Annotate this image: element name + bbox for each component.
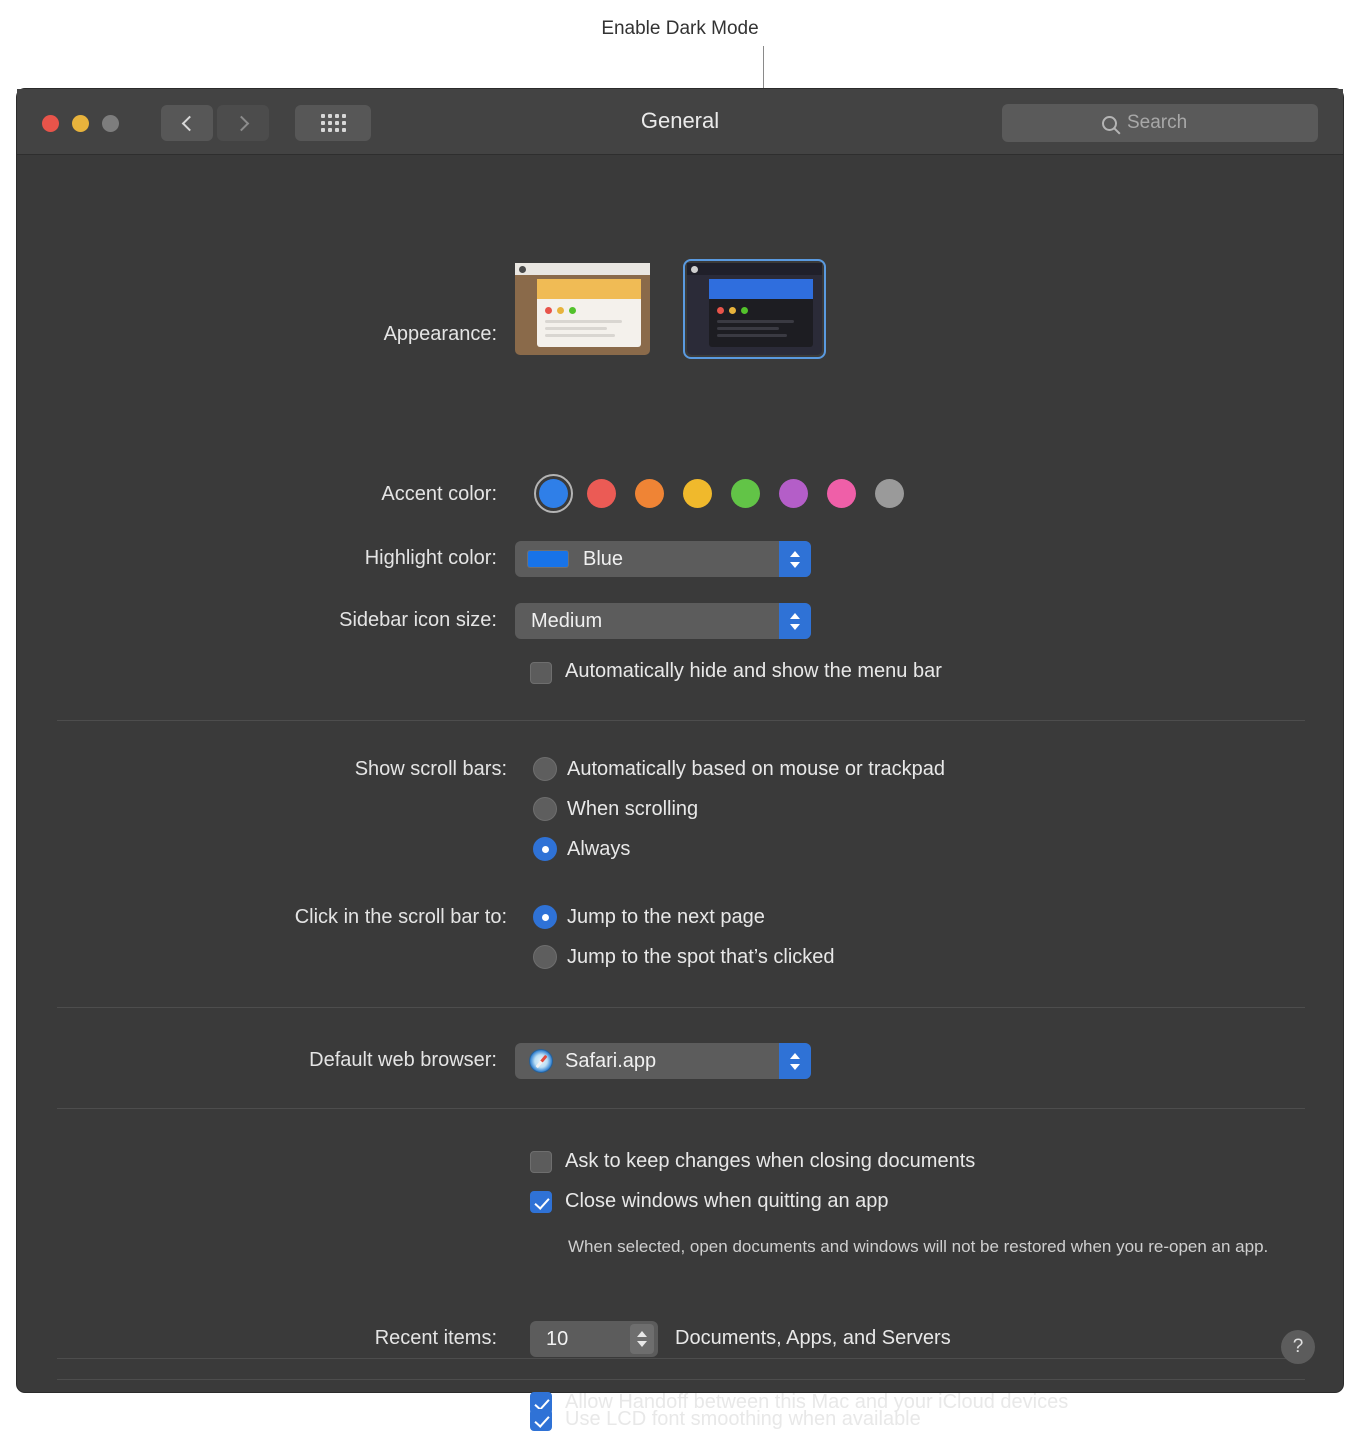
highlight-color-popup[interactable] [515, 541, 811, 577]
search-icon [1102, 116, 1117, 131]
thumb-traffic-lights [537, 299, 641, 314]
auto-hide-menu-bar-checkbox[interactable] [530, 662, 552, 684]
divider [57, 1358, 1305, 1359]
thumb-window [537, 279, 641, 347]
page-title: General [640, 108, 720, 133]
lcd-smoothing-label: Use LCD font smoothing when available [565, 1408, 921, 1430]
scrollbar-radio-when-scrolling[interactable] [533, 797, 557, 821]
ask-keep-changes-checkbox[interactable] [530, 1151, 552, 1173]
callout-label: Enable Dark Mode [601, 18, 759, 39]
highlight-color-label: Highlight color: [364, 547, 497, 569]
window-titlebar [17, 89, 1343, 155]
ask-keep-changes-label: Ask to keep changes when closing documents [565, 1150, 976, 1172]
accent-swatch-blue[interactable] [539, 479, 568, 508]
accent-swatch-yellow[interactable] [683, 479, 712, 508]
system-preferences-window [16, 88, 1344, 1430]
scroll-click-label: Click in the scroll bar to: [294, 906, 507, 928]
thumb-menubar [515, 263, 650, 275]
scrollbar-radio-auto[interactable] [533, 757, 557, 781]
accent-swatch-purple[interactable] [779, 479, 808, 508]
chevron-updown-icon[interactable] [779, 1043, 811, 1079]
accent-swatch-red[interactable] [587, 479, 616, 508]
help-button[interactable]: ? [1281, 1330, 1315, 1364]
scrollbar-option-always-label: Always [567, 838, 631, 860]
highlight-color-value: Blue [583, 547, 624, 570]
close-windows-checkbox[interactable] [530, 1191, 552, 1213]
recent-items-stepper[interactable] [530, 1321, 658, 1357]
appearance-label: Appearance: [383, 323, 497, 345]
accent-swatch-orange[interactable] [635, 479, 664, 508]
safari-icon [529, 1049, 553, 1073]
close-windows-label: Close windows when quitting an app [565, 1190, 889, 1212]
sidebar-icon-size-label: Sidebar icon size: [339, 609, 497, 631]
recent-items-label: Recent items: [374, 1327, 497, 1349]
appearance-dark-selection-ring [683, 259, 826, 359]
handoff-label: Allow Handoff between this Mac and your iCloud devices [565, 1391, 1069, 1413]
divider [57, 1108, 1305, 1109]
default-web-browser-popup[interactable] [515, 1043, 811, 1079]
close-windows-note: When selected, open documents and windows will not be restored when you re-open an app. [568, 1237, 1269, 1256]
stepper-arrows-icon[interactable] [630, 1324, 654, 1354]
scrollbar-option-when-scrolling-label: When scrolling [567, 798, 699, 820]
divider [57, 720, 1305, 721]
appearance-option-light[interactable] [515, 263, 650, 355]
recent-items-value: 10 [546, 1327, 569, 1350]
scrollbar-radio-always[interactable] [533, 837, 557, 861]
default-web-browser-label: Default web browser: [309, 1049, 497, 1071]
show-scroll-bars-label: Show scroll bars: [354, 758, 507, 780]
scroll-click-option-next-page-label: Jump to the next page [567, 906, 765, 928]
accent-swatch-green[interactable] [731, 479, 760, 508]
scroll-click-radio-next-page[interactable] [533, 905, 557, 929]
highlight-color-swatch [527, 550, 569, 568]
thumb-titlebar [537, 279, 641, 299]
search-input[interactable] [1002, 104, 1318, 142]
recent-items-suffix: Documents, Apps, and Servers [675, 1327, 951, 1349]
accent-swatch-graphite[interactable] [875, 479, 904, 508]
lcd-smoothing-checkbox[interactable] [530, 1409, 552, 1431]
chevron-updown-icon[interactable] [779, 541, 811, 577]
accent-color-label: Accent color: [381, 483, 497, 505]
sidebar-icon-size-value: Medium [531, 609, 603, 632]
search-placeholder: Search [1127, 112, 1188, 133]
chevron-updown-icon[interactable] [779, 603, 811, 639]
divider [57, 1007, 1305, 1008]
accent-swatch-pink[interactable] [827, 479, 856, 508]
sidebar-icon-size-popup[interactable] [515, 603, 811, 639]
scroll-click-option-spot-clicked-label: Jump to the spot that’s clicked [567, 946, 835, 968]
scroll-click-radio-spot-clicked[interactable] [533, 945, 557, 969]
apple-icon [519, 266, 526, 273]
scrollbar-option-auto-label: Automatically based on mouse or trackpad [567, 758, 945, 780]
default-web-browser-value: Safari.app [565, 1049, 657, 1072]
divider [57, 1379, 1305, 1380]
preferences-body [17, 155, 1343, 1413]
thumb-content-lines [537, 314, 641, 337]
auto-hide-menu-bar-label: Automatically hide and show the menu bar [565, 660, 942, 682]
